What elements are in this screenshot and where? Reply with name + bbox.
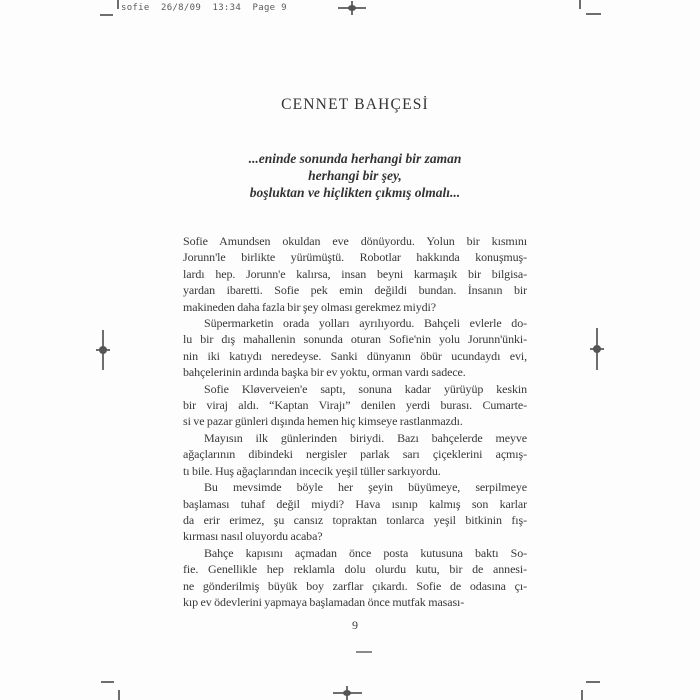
paragraph bbox=[183, 233, 527, 315]
body-line: kırması nasıl oluyordu acaba? bbox=[183, 529, 323, 544]
body-line: fie. Genellikle hep reklamla dolu olurdu kutu, bir de annesi- bbox=[183, 562, 527, 577]
body-line: Mayısın ilk günlerinden biriydi. Bazı bahçelerde meyve bbox=[204, 430, 527, 445]
body-line: makineden daha fazla bir şey olması gerekmez miydi? bbox=[183, 299, 436, 314]
crop-mark-top-left-tick bbox=[117, 0, 119, 9]
body-line: kıp ev ödevlerini yapmaya başlamadan önce mutfak masası- bbox=[183, 594, 465, 609]
body-line: Jorunn'le birlikte yürümüştü. Robotlar hakkında konuşmuş- bbox=[183, 250, 527, 265]
epigraph-line: boşluktan ve hiçlikten çıkmış olmalı... bbox=[249, 185, 461, 200]
crop-mark-bottom-right-dash bbox=[586, 681, 600, 683]
body-line: bir viraj aldı. “Kaptan Virajı” denilen yerdi burası. Cumarte- bbox=[183, 398, 527, 413]
body-line: ağaçlarının dibindeki nergisler parlak sarı çiçeklerini açmış- bbox=[183, 447, 527, 462]
body-text bbox=[183, 233, 527, 610]
page-content bbox=[183, 0, 527, 700]
body-line: lardı hep. Jorunn'e kalırsa, insan beyni karmaşık bir bilgisa- bbox=[183, 266, 527, 281]
crop-mark-bottom-right-tick bbox=[581, 690, 583, 700]
body-line: başlaması tuhaf değil miydi? Hava ısınıp kalmış son karlar bbox=[183, 496, 527, 511]
body-line: Sofie Amundsen okuldan eve dönüyordu. Yolun bir kısmını bbox=[183, 234, 527, 248]
body-line: lu bir dış mahallenin sonunda oturan Sofie'nin yolu Jorunn'ünki- bbox=[183, 332, 527, 347]
press-slug: sofie 26/8/09 13:34 Page 9 bbox=[121, 3, 287, 13]
crop-mark-bottom-left-dash bbox=[101, 681, 114, 683]
crop-mark-top-left-dash bbox=[100, 14, 113, 16]
body-line: ne gönderilmiş büyük boy zarflar çıkardı. Sofie de odasına çı- bbox=[183, 578, 527, 593]
body-line: da erir erimez, şu cansız topraktan tonlarca yeşil bitkinin fış- bbox=[183, 512, 527, 527]
crop-mark-top-right-dash bbox=[586, 13, 601, 15]
crop-mark-top-right-tick bbox=[579, 0, 581, 9]
body-line: Sofie Kløverveien'e saptı, sonuna kadar yürüyüp keskin bbox=[204, 381, 527, 396]
body-line: tı bile. Huş ağaçlarından incecik yeşil tüller sarkıyordu. bbox=[183, 463, 441, 478]
paragraph bbox=[183, 479, 527, 545]
body-line: nin iki katıydı neredeyse. Sanki dünyanın öbür ucundaydı evi, bbox=[183, 348, 527, 363]
paragraph bbox=[183, 545, 527, 611]
epigraph bbox=[183, 150, 527, 201]
body-line: Bahçe kapısını açmadan önce posta kutusuna baktı So- bbox=[204, 545, 527, 560]
body-line: bahçelerinin ardında başka bir ev yoktu, orman vardı sadece. bbox=[183, 365, 466, 380]
paragraph bbox=[183, 430, 527, 479]
paragraph bbox=[183, 315, 527, 381]
body-line: Bu mevsimde böyle her şeyin büyümeye, serpilmeye bbox=[204, 480, 527, 495]
body-line: Süpermarketin orada yolları ayrılıyordu. Bahçeli evlerle do- bbox=[204, 316, 527, 331]
body-line: si ve pazar günleri dışında hemen hiç kimseye rastlanmazdı. bbox=[183, 414, 463, 429]
body-line: yardan ibaretti. Sofie pek emin değildi bundan. İnsanın bir bbox=[183, 283, 527, 298]
paragraph bbox=[183, 381, 527, 430]
epigraph-line: herhangi bir şey, bbox=[308, 168, 402, 183]
page-number: 9 bbox=[352, 618, 358, 632]
chapter-title: CENNET BAHÇESİ bbox=[281, 96, 429, 113]
epigraph-line: ...eninde sonunda herhangi bir zaman bbox=[248, 151, 462, 166]
crop-mark-bottom-left-tick bbox=[118, 690, 120, 700]
